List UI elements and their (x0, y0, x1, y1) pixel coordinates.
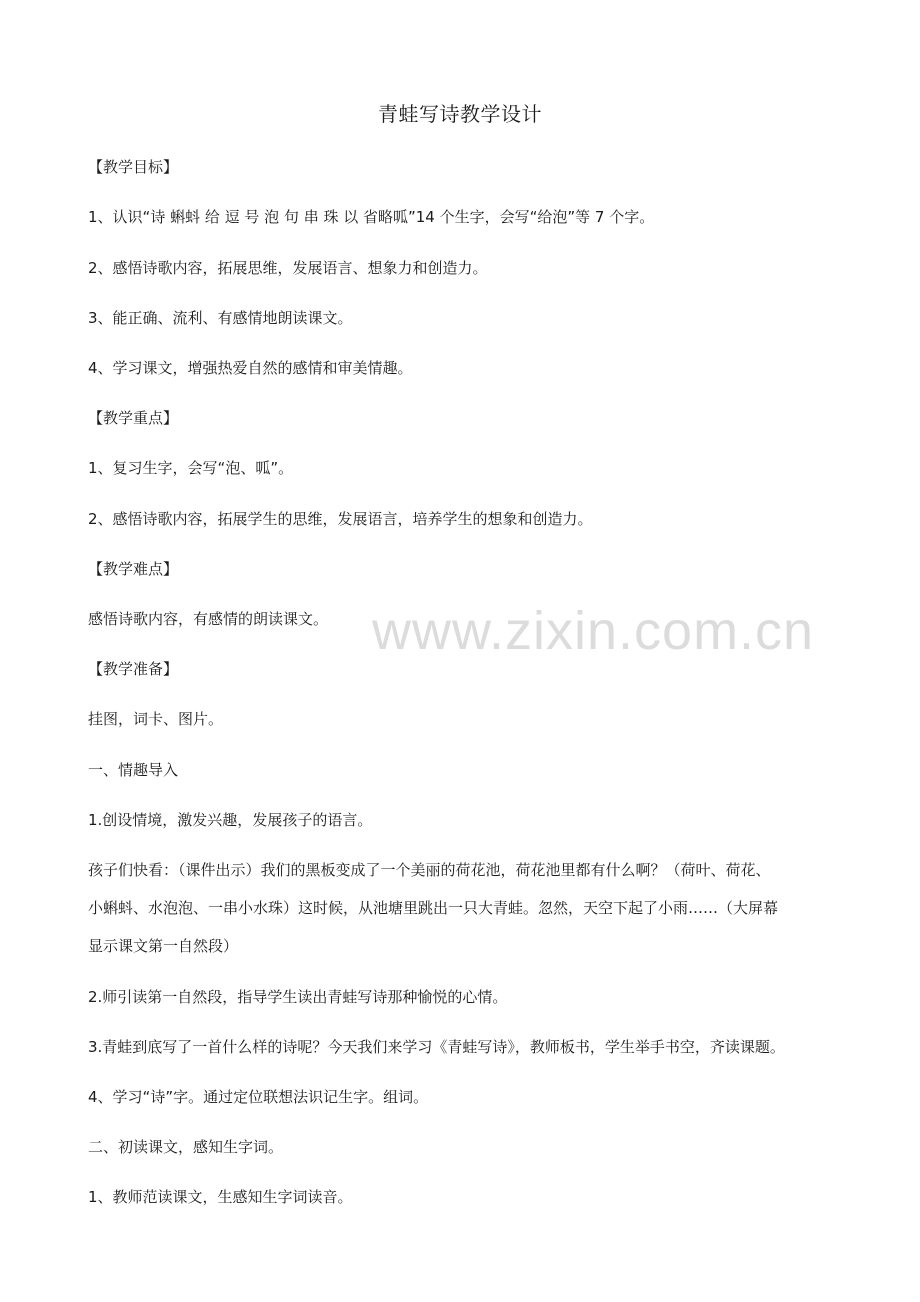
section-heading-preparation: 【教学准备】 (88, 660, 179, 678)
objective-4: 4、学习课文，增强热爱自然的感情和审美情趣。 (88, 359, 413, 377)
objective-1: 1、认识“诗 蝌蚪 给 逗 号 泡 句 串 珠 以 省略呱”14 个生字，会写“给泡”等 7 个字。 (88, 208, 655, 226)
section-heading-objectives: 【教学目标】 (88, 158, 179, 176)
section-heading-difficulties: 【教学难点】 (88, 560, 179, 578)
part-heading-introduction: 一、情趣导入 (88, 761, 179, 779)
intro-paragraph-line-1: 孩子们快看：（课件出示）我们的黑板变成了一个美丽的荷花池，荷花池里都有什么啊？（荷叶、荷花、 (88, 861, 771, 879)
intro-step-2: 2.师引读第一自然段，指导学生读出青蛙写诗那种愉悦的心情。 (88, 988, 508, 1006)
first-reading-step-1: 1、教师范读课文，生感知生字词读音。 (88, 1188, 353, 1206)
objective-3: 3、能正确、流利、有感情地朗读课文。 (88, 309, 353, 327)
intro-paragraph-line-3: 显示课文第一自然段） (88, 937, 239, 955)
preparation-text: 挂图，词卡、图片。 (88, 710, 224, 728)
document-title: 青蛙写诗教学设计 (378, 102, 542, 126)
objective-2: 2、感悟诗歌内容，拓展思维，发展语言、想象力和创造力。 (88, 259, 488, 277)
key-point-2: 2、感悟诗歌内容，拓展学生的思维，发展语言，培养学生的想象和创造力。 (88, 510, 593, 528)
part-heading-first-reading: 二、初读课文，感知生字词。 (88, 1138, 284, 1156)
section-heading-key-points: 【教学重点】 (88, 409, 179, 427)
intro-step-4: 4、学习“诗”字。通过定位联想法识记生字。组词。 (88, 1088, 429, 1106)
watermark: www.zixin.com.cn (372, 601, 815, 661)
intro-step-3: 3.青蛙到底写了一首什么样的诗呢？今天我们来学习《青蛙写诗》，教师板书，学生举手书空，齐读课题。 (88, 1038, 785, 1056)
difficulty-text: 感悟诗歌内容，有感情的朗读课文。 (88, 610, 329, 628)
key-point-1: 1、复习生字，会写“泡、呱”。 (88, 459, 294, 477)
intro-paragraph-line-2: 小蝌蚪、水泡泡、一串小水珠）这时候，从池塘里跳出一只大青蛙。忽然，天空下起了小雨……（大屏幕 (88, 899, 779, 917)
intro-step-1: 1.创设情境，激发兴趣，发展孩子的语言。 (88, 811, 373, 829)
